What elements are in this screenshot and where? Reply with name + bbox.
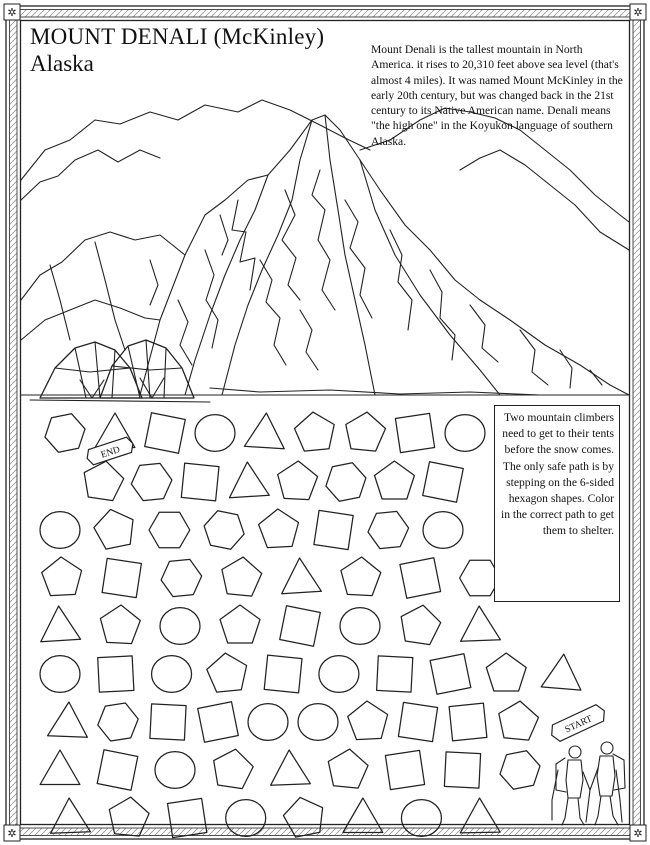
maze-shape-circle: [160, 608, 200, 645]
maze-shape-triangle: [541, 654, 581, 690]
maze-shape-pentagon: [346, 412, 386, 451]
maze-shape-triangle: [41, 606, 81, 642]
maze-shape-square: [423, 462, 464, 503]
svg-text:✲: ✲: [7, 828, 17, 840]
maze-shape-square: [264, 655, 302, 693]
maze-shape-circle: [298, 704, 338, 741]
maze-shape-square: [181, 463, 219, 501]
maze-shape-pentagon: [259, 509, 299, 548]
maze-shape-hexagon: [131, 463, 172, 500]
maze-shape-hexagon: [368, 511, 409, 548]
maze-shape-circle: [423, 512, 463, 549]
maze-shape-square: [102, 558, 141, 597]
maze-shape-pentagon: [375, 461, 415, 499]
page-subtitle: Alaska: [30, 51, 94, 76]
maze-shape-hexagon: [500, 751, 540, 790]
maze-shape-pentagon: [222, 557, 262, 596]
maze-shape-circle: [340, 608, 380, 645]
maze-shape-square: [398, 702, 437, 741]
end-tag: [85, 436, 136, 466]
maze-shape-circle: [445, 415, 485, 452]
maze-shape-square: [444, 752, 480, 788]
maze-shape-circle: [152, 656, 192, 693]
maze-shape-pentagon: [84, 461, 124, 500]
maze-shape-circle: [40, 512, 80, 549]
maze-shape-hexagon: [161, 559, 202, 596]
svg-text:✲: ✲: [633, 7, 643, 19]
maze-shape-circle: [319, 656, 359, 693]
maze-shape-triangle: [343, 798, 383, 833]
maze-shape-circle: [40, 656, 80, 693]
maze-shape-circle: [155, 752, 195, 789]
maze-shape-circle: [248, 704, 288, 741]
maze-shape-pentagon: [341, 557, 381, 596]
maze-shape-square: [314, 510, 353, 549]
maze-shape-square: [395, 413, 434, 452]
maze-shape-circle: [195, 415, 235, 452]
page-title: MOUNT DENALI (McKinley): [30, 24, 325, 49]
maze-shape-hexagon: [98, 703, 138, 741]
svg-text:✲: ✲: [7, 7, 17, 19]
maze-shape-hexagon: [204, 511, 244, 550]
maze-shape-pentagon: [328, 749, 368, 788]
maze-shape-hexagon: [149, 512, 190, 547]
start-label: START: [563, 714, 594, 736]
maze-shape-pentagon: [42, 557, 82, 596]
maze-shape-pentagon: [348, 701, 388, 740]
maze-shape-triangle: [461, 606, 501, 641]
maze-shape-square: [400, 558, 441, 599]
maze-shape-triangle: [230, 462, 270, 498]
maze-shape-square: [377, 656, 413, 692]
maze-shape-square: [280, 606, 321, 647]
maze-shape-pentagon: [214, 749, 254, 788]
maze-shape-triangle: [40, 750, 80, 785]
end-label: END: [99, 445, 122, 461]
intro-paragraph: Mount Denali is the tallest mountain in North America. it rises to 20,310 feet above sea level (that's almost 4 miles). It was named Mount McKinley in the early 20th century, but was changed back in the 21st century to its Native American name. Denali means "the high one" in the Koyukon language of southern Alaska.: [371, 43, 623, 148]
svg-text:✲: ✲: [633, 828, 643, 840]
maze-shape-pentagon: [499, 701, 539, 740]
instructions-box: Two mountain climbers need to get to their tents before the snow comes. The only safe path is by stepping on the 6-sided hexagon shapes. Color in the correct path to get them to shelter.: [494, 405, 620, 602]
maze-shape-square: [198, 702, 239, 743]
maze-shape-pentagon: [278, 461, 318, 500]
maze-shape-pentagon: [207, 653, 247, 692]
maze-shape-triangle: [271, 750, 311, 785]
maze-shape-triangle: [48, 702, 88, 737]
maze-shape-hexagon: [326, 463, 366, 502]
maze-shape-square: [145, 413, 186, 454]
maze-shape-square: [430, 654, 471, 695]
maze-shape-square: [98, 656, 134, 692]
maze-shape-triangle: [282, 558, 322, 594]
maze-shape-square: [150, 704, 186, 740]
maze-shape-pentagon: [401, 605, 441, 644]
start-tag: [548, 703, 608, 744]
maze-shape-pentagon: [94, 509, 133, 549]
maze-shape-pentagon: [295, 412, 335, 451]
maze-shape-hexagon: [45, 414, 85, 453]
climbers-illustration: [552, 742, 625, 825]
maze-shape-pentagon: [100, 605, 140, 644]
maze-shape-square: [449, 703, 487, 741]
maze-shape-pentagon: [486, 653, 526, 691]
maze-shape-square: [385, 750, 424, 789]
maze-shape-pentagon: [220, 605, 260, 643]
maze-shape-triangle: [244, 413, 284, 449]
maze-shape-square: [97, 750, 138, 791]
